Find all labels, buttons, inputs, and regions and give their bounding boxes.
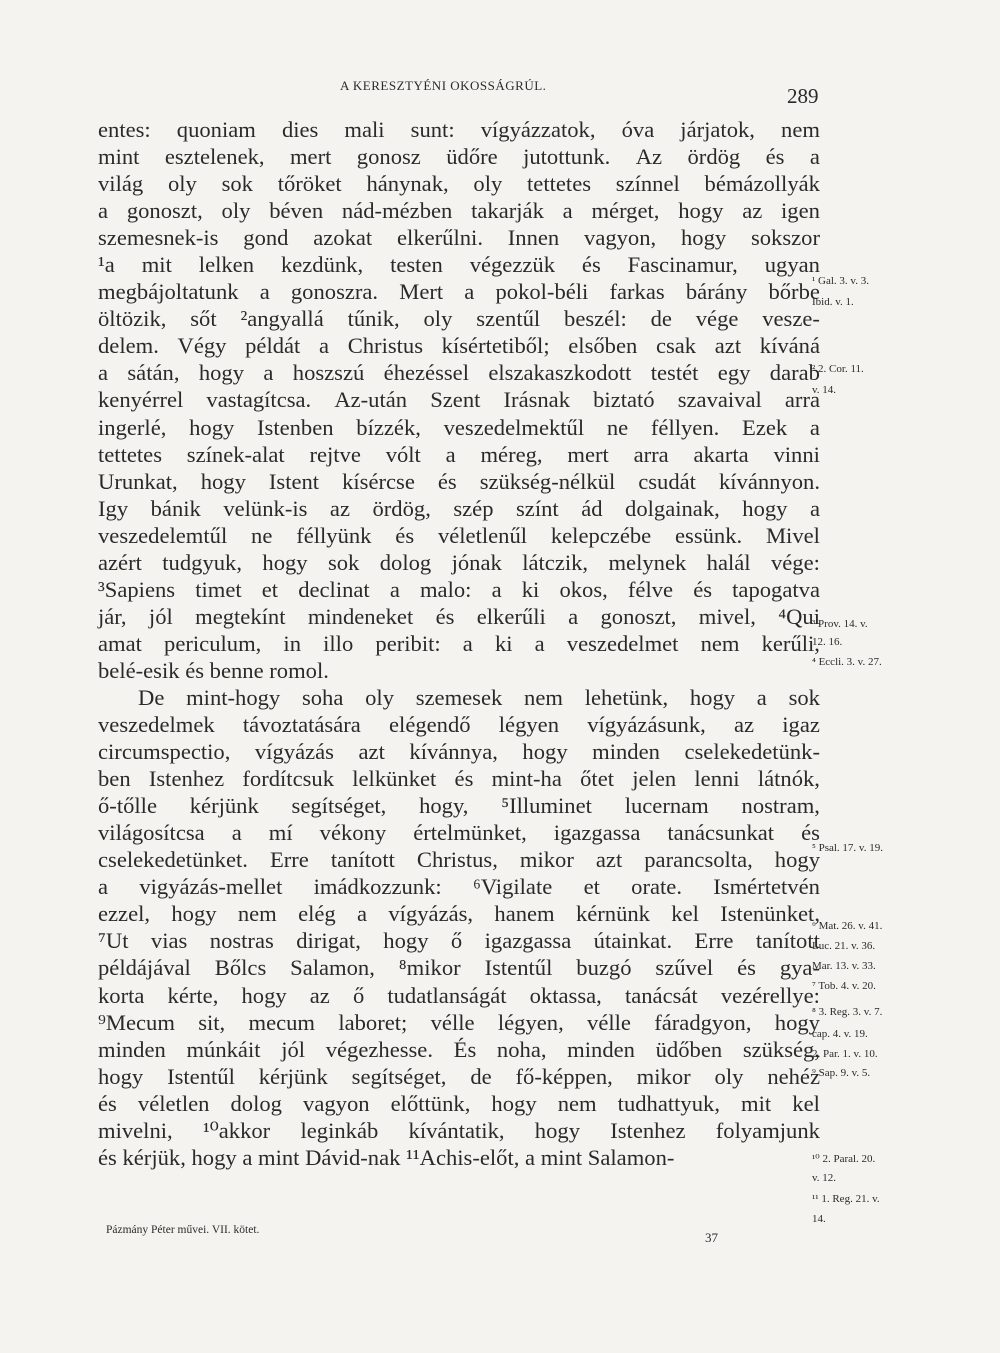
text-line: entes: quoniam dies mali sunt: vígyázzatok, óva járjatok, nem xyxy=(98,117,820,142)
margin-note: ⁸ 3. Reg. 3. v. 7. xyxy=(812,1006,883,1018)
margin-note: ⁷ Tob. 4. v. 20. xyxy=(812,980,876,992)
text-line: kenyérrel vastagítcsa. Az-után Szent Irásnak biztató szavaival arra xyxy=(98,387,820,413)
text-line: Igy bánik velünk-is az ördög, szép színt ád dolgainak, hogy a xyxy=(98,495,820,521)
margin-note: ⁴ Eccli. 3. v. 27. xyxy=(812,656,882,668)
text-line: világ oly sok tőröket hánynak, oly tettetes színnel bémázollyák xyxy=(98,171,820,197)
text-line: cselekedetünket. Erre tanított Christus, mikor azt parancsolta, hogy xyxy=(98,847,820,873)
text-line: megbájoltatunk a gonoszra. Mert a pokol-béli farkas bárány bőrbe xyxy=(98,279,820,305)
text-line: ¹a mit lelken kezdünk, testen végezzük és Fascinamur, ugyan xyxy=(98,252,820,278)
text-line: és véletlen dolog vagyon előttünk, hogy nem tudhattyuk, mit kel xyxy=(98,1090,820,1116)
margin-note: cap. 4. v. 19. xyxy=(812,1028,868,1040)
margin-note: v. 12. xyxy=(812,1172,837,1184)
page-number: 289 xyxy=(787,84,819,108)
text-line: tettetes színek-alat rejtve vólt a méreg, mert arra akarta vinni xyxy=(98,441,820,467)
text-line: szemesnek-is gond azokat elkerűlni. Innen vagyon, hogy sokszor xyxy=(98,225,820,251)
margin-note: ³ Prov. 14. v. xyxy=(812,618,868,630)
text-line: ezzel, hogy nem elég a vígyázás, hanem kérnünk kel Istenünket, xyxy=(98,901,820,927)
footer-publication: Pázmány Péter művei. VII. kötet. xyxy=(106,1224,260,1236)
text-line: hogy Istentűl kérjünk segítséget, de fő-képpen, mikor oly nehéz xyxy=(98,1063,820,1089)
text-line: korta kérte, hogy az ő tudatlanságát oktassa, tanácsát vezérellye: xyxy=(98,982,820,1008)
margin-note: Mar. 13. v. 33. xyxy=(812,960,876,972)
text-line: Urunkat, hogy Istent kísércse és szükség-nélkül csudát kívánnyon. xyxy=(98,468,820,494)
margin-note: ⁹ Sap. 9. v. 5. xyxy=(812,1067,871,1079)
margin-note: v. 14. xyxy=(812,384,837,396)
margin-note: 12. 16. xyxy=(812,636,843,648)
body-text xyxy=(98,116,820,1171)
margin-note: Ibid. v. 1. xyxy=(812,296,854,308)
text-line: ingerlé, hogy Istenben bízzék, veszedelmektűl ne féllyen. Ezek a xyxy=(98,414,820,440)
text-line: példájával Bőlcs Salamon, ⁸mikor Istentűl buzgó szűvel és gya- xyxy=(98,955,820,981)
text-line: mivelni, ¹⁰akkor leginkáb kívántatik, hogy Istenhez folyamjunk xyxy=(98,1117,820,1143)
text-line: a vigyázás-mellet imádkozzunk: ⁶Vigilate et orate. Ismértetvén xyxy=(98,874,820,900)
text-line: a sátán, hogy a hoszszú éhezéssel elszakaszkodott testét egy darab xyxy=(98,360,820,386)
text-line: circumspectio, vígyázás azt kívánnya, hogy minden cselekedetünk- xyxy=(98,739,820,765)
margin-note: ¹ Gal. 3. v. 3. xyxy=(812,275,869,287)
text-line: ³Sapiens timet et declinat a malo: a ki okos, félve és tapogatva xyxy=(98,576,820,602)
margin-note: ⁵ Psal. 17. v. 19. xyxy=(812,842,883,854)
text-line: és kérjük, hogy a mint Dávid-nak ¹¹Achis-előt, a mint Salamon- xyxy=(98,1144,675,1170)
margin-note: Luc. 21. v. 36. xyxy=(812,940,876,952)
margin-note: 14. xyxy=(812,1213,826,1225)
text-line: a gonoszt, oly béven nád-mézben takarják a mérget, hogy az igen xyxy=(98,198,820,224)
text-line: ben Istenhez fordítcsuk lelkünket és mint-ha őtet jelen lenni látnók, xyxy=(98,766,820,792)
text-line: delem. Végy példát a Christus kísértetiből; elsőben csak azt kíváná xyxy=(98,333,820,359)
margin-note: ² 2. Cor. 11. xyxy=(812,363,864,375)
text-line: ő-tőlle kérjünk segítséget, hogy, ⁵Illuminet lucernam nostram, xyxy=(98,793,820,819)
text-line: ⁷Ut vias nostras dirigat, hogy ő igazgassa útainkat. Erre tanított xyxy=(98,928,820,954)
text-line: mint esztelenek, mert gonosz üdőre jutottunk. Az ördög és a xyxy=(98,144,820,170)
text-line: amat periculum, in illo peribit: a ki a veszedelmet nem kerűli, xyxy=(98,630,820,656)
signature-mark: 37 xyxy=(705,1230,718,1245)
text-line: jár, jól megtekínt mindeneket és elkerűli a gonoszt, mivel, ⁴Qui xyxy=(98,603,820,629)
text-line: De mint-hogy soha oly szemesek nem lehetünk, hogy a sok xyxy=(138,684,820,710)
running-head: A KERESZTYÉNI OKOSSÁGRÚL. xyxy=(340,78,547,93)
margin-note: 2. Par. 1. v. 10. xyxy=(812,1048,878,1060)
text-line: veszedelemtűl ne féllyünk és véletlenűl kelepczébe essünk. Mivel xyxy=(98,522,820,548)
text-line: veszedelmek távoztatására elégendő légyen vígyázásunk, az igaz xyxy=(98,712,820,738)
text-line: öltözik, sőt ²angyallá tűnik, oly szentűl beszél: de vége vesze- xyxy=(98,306,820,332)
text-line: ⁹Mecum sit, mecum laboret; vélle légyen, vélle fáradgyon, hogy xyxy=(98,1009,820,1035)
margin-note: ¹⁰ 2. Paral. 20. xyxy=(812,1153,876,1165)
text-line: világosítcsa a mí vékony értelmünket, igazgassa tanácsunkat és xyxy=(98,820,820,846)
text-line: belé-esik és benne romol. xyxy=(98,657,329,683)
margin-note: ⁶ Mat. 26. v. 41. xyxy=(812,920,883,932)
margin-note: ¹¹ 1. Reg. 21. v. xyxy=(812,1193,880,1205)
text-line: azért tudgyuk, hogy sok dolog jónak látczik, melynek halál vége: xyxy=(98,549,820,575)
text-line: minden múnkáit jól végezhesse. És noha, minden üdőben szükség, xyxy=(98,1036,820,1062)
